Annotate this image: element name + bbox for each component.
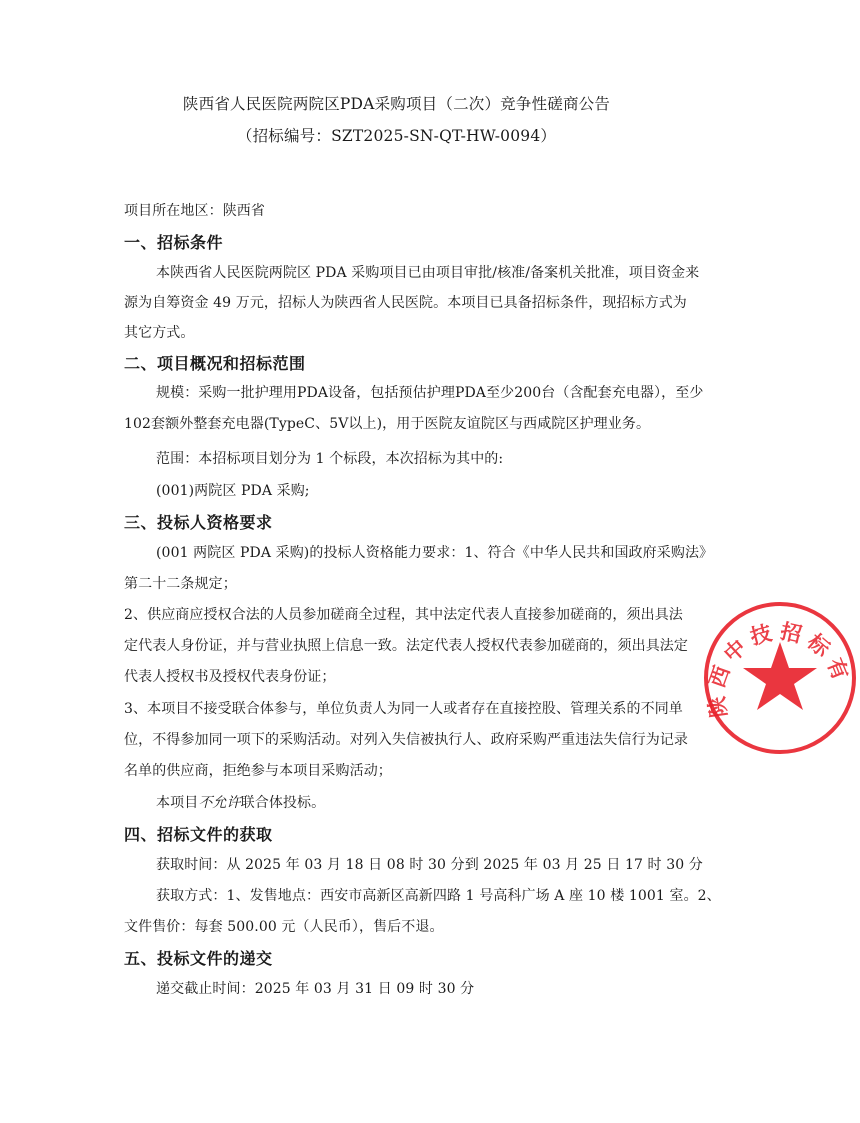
paragraph-line: 获取时间：从 2025 年 03 月 18 日 08 时 30 分到 2025 年 03 月 25 日 17 时 30 分 [156,857,703,873]
paragraph-line: (001)两院区 PDA 采购; [156,483,310,499]
paragraph-line: 名单的供应商，拒绝参与本项目采购活动； [124,763,392,779]
paragraph-line: 2、供应商应授权合法的人员参加磋商全过程，其中法定代表人直接参加磋商的，须出具法 [124,607,683,623]
paragraph-line: 代表人授权书及授权代表身份证； [124,669,336,685]
paragraph-line: 102套额外整套充电器(TypeC、5V以上)，用于医院友谊院区与西咸院区护理业务。 [124,416,651,432]
project-region: 项目所在地区：陕西省 [124,203,265,219]
seal-star-icon [743,642,817,710]
section-heading-2: 二、项目概况和招标范围 [124,354,306,373]
paragraph-line: (001 两院区 PDA 采购)的投标人资格能力要求：1、符合《中华人民共和国政府采购法》 [156,545,714,561]
section-heading-3: 三、投标人资格要求 [124,513,273,532]
tender-code: （招标编号：SZT2025-SN-QT-HW-0094） [236,127,557,145]
paragraph-line: 获取方式：1、发售地点：西安市高新区高新四路 1 号高科广场 A 座 10 楼 1001 室。2、 [156,888,721,904]
emphasis-text: 不允许 [198,795,241,811]
section-heading-1: 一、招标条件 [124,233,224,252]
paragraph-line: 规模：采购一批护理用PDA设备，包括预估护理PDA至少200台（含配套充电器），至少 [156,385,704,401]
text-run: 联合体投标。 [240,795,326,811]
paragraph-line: 3、本项目不接受联合体参与，单位负责人为同一人或者存在直接控股、管理关系的不同单 [124,701,683,717]
paragraph-line: 定代表人身份证，并与营业执照上信息一致。法定代表人授权代表参加磋商的，须出具法定 [124,638,688,654]
paragraph-line: 位，不得参加同一项下的采购活动。对列入失信被执行人、政府采购严重违法失信行为记录 [124,732,688,748]
seal-text-path: 陕西中技招标有 [703,619,855,720]
paragraph-line: 本陕西省人民医院两院区 PDA 采购项目已由项目审批/核准/备案机关批准，项目资金来 [156,265,700,281]
paragraph-line: 递交截止时间：2025 年 03 月 31 日 09 时 30 分 [156,981,475,997]
text-run: 本项目 [156,795,199,811]
section-heading-5: 五、投标文件的递交 [124,949,273,968]
paragraph-line [156,792,325,812]
paragraph-line: 范围：本招标项目划分为 1 个标段，本次招标为其中的: [156,451,504,467]
official-seal-stamp [700,598,860,758]
paragraph-line: 第二十二条规定； [124,576,237,592]
paragraph-line: 源为自筹资金 49 万元，招标人为陕西省人民医院。本项目已具备招标条件，现招标方式为 [124,295,687,311]
document-title: 陕西省人民医院两院区PDA采购项目（二次）竞争性磋商公告 [182,95,611,113]
section-heading-4: 四、招标文件的获取 [124,825,273,844]
paragraph-line: 文件售价：每套 500.00 元（人民币），售后不退。 [124,919,444,935]
paragraph-line: 其它方式。 [124,325,195,341]
